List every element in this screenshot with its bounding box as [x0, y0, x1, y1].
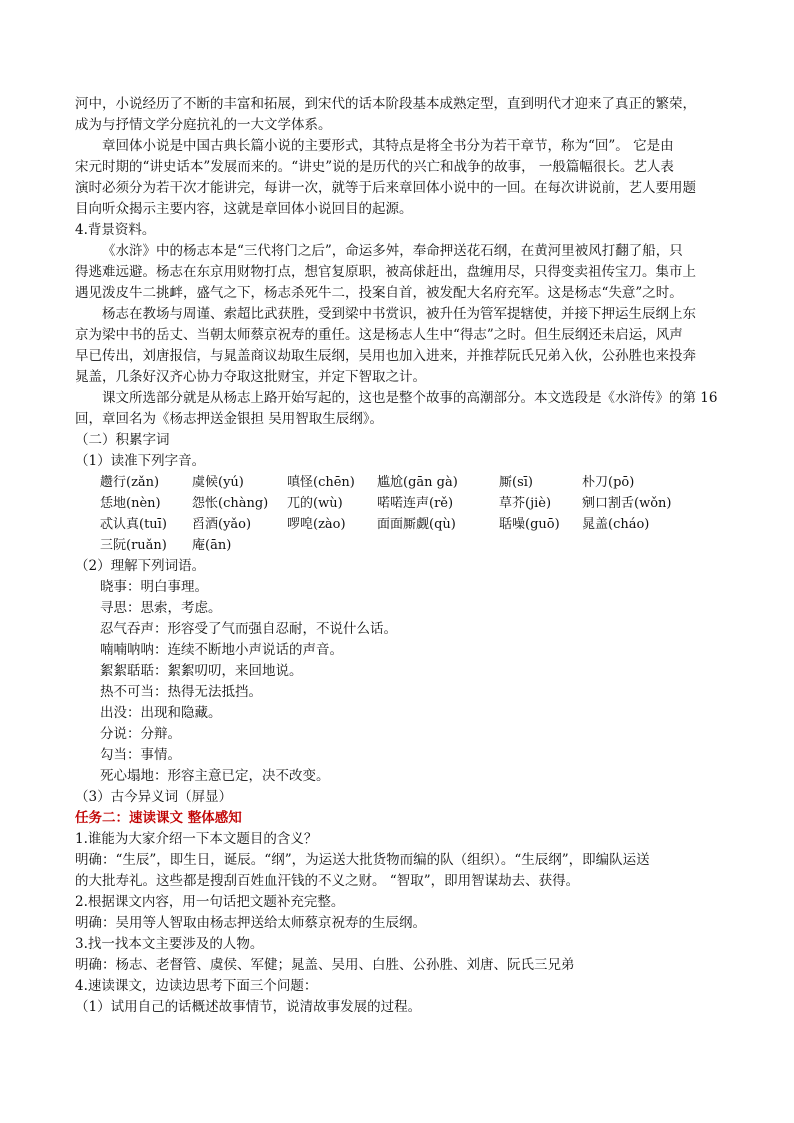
word-definition: 勾当：事情。	[100, 747, 181, 763]
word-definition: 絮絮聒聒：絮絮叨叨，来回地说。	[100, 663, 303, 679]
paragraph-line: 得逃难远避。杨志在东京用财物打点，想官复原职，被高俅赶出，盘缠用尽，只得变卖祖传宝刀。集市上	[75, 264, 696, 280]
vocab-item: 庵(ān)	[192, 538, 232, 553]
vocab-item: 趱行(zǎn)	[100, 475, 160, 490]
question-heading: （1）读准下列字音。	[75, 453, 206, 469]
vocab-item: 忒认真(tuī)	[100, 517, 167, 532]
question: 1.谁能为大家介绍一下本文题目的含义？	[75, 831, 318, 847]
vocab-row	[75, 535, 725, 556]
vocab-item: 面面厮觑(qù)	[377, 517, 456, 532]
paragraph-line: 河中，小说经历了不断的丰富和拓展，到宋代的话本阶段基本成熟定型，直到明代才迎来了真正的繁荣，	[75, 96, 696, 112]
question-heading: （2）理解下列词语。	[75, 558, 206, 574]
section-heading: 4.背景资料。	[75, 222, 156, 238]
paragraph-line: 成为与抒情文学分庭抗礼的一大文学体系。	[75, 117, 332, 133]
answer-line: 的大批寿礼。这些都是搜刮百姓血汗钱的不义之财。 “智取”，即用智谋劫去、获得。	[75, 873, 580, 889]
paragraph-line: 晁盖，几条好汉齐心协力夺取这批财宝，并定下智取之计。	[75, 369, 426, 385]
word-definition: 寻思：思索，考虑。	[100, 600, 222, 616]
word-definition: 忍气吞声：形容受了气而强自忍耐，不说什么话。	[100, 621, 397, 637]
section-heading: （二）积累字词	[75, 432, 170, 448]
vocab-row	[75, 514, 725, 535]
vocab-item: 兀的(wù)	[287, 496, 343, 511]
paragraph-line: 杨志在教场与周谨、索超比武获胜，受到梁中书赏识，被升任为管军提辖使，并接下押运生辰纲上东	[102, 306, 696, 322]
question: 2.根据课文内容，用一句话把文题补充完整。	[75, 894, 345, 910]
vocab-item: 尴尬(gān gà)	[377, 475, 458, 490]
word-definition: 分说：分辩。	[100, 726, 181, 742]
vocab-item: 恁地(nèn)	[100, 496, 161, 511]
paragraph-line: 宋元时期的“讲史话本”发展而来的。“讲史”说的是历代的兴亡和战争的故事， 一般篇幅很长。艺人表	[75, 159, 674, 175]
vocab-item: 厮(sī)	[499, 475, 533, 490]
vocab-row	[75, 493, 725, 514]
answer-line: 明确：吴用等人智取由杨志押送给太师蔡京祝寿的生辰纲。	[75, 915, 426, 931]
vocab-item: 舀酒(yǎo)	[192, 517, 252, 532]
vocab-item: 虞候(yú)	[192, 475, 244, 490]
paragraph-line: 课文所选部分就是从杨志上路开始写起的，这也是整个故事的高潮部分。本文选段是《水浒传》的第 16	[102, 390, 718, 406]
paragraph-line: 《水浒》中的杨志本是“三代将门之后”，命运多舛，奉命押送花石纲，在黄河里被风打翻了船，只	[102, 243, 683, 259]
word-definition: 热不可当：热得无法抵挡。	[100, 684, 262, 700]
vocab-item: 嗔怪(chēn)	[287, 475, 355, 490]
task-heading: 任务二：速读课文 整体感知	[75, 810, 242, 826]
vocab-item: 朴刀(pō)	[582, 475, 635, 490]
paragraph-line: 早已传出，刘唐报信，与晁盖商议劫取生辰纲，吴用也加入进来，并推荐阮氏兄弟入伙，公孙胜也来投奔	[75, 348, 696, 364]
paragraph-line: 演时必须分为若干次才能讲完，每讲一次，就等于后来章回体小说中的一回。在每次讲说前，艺人要用题	[75, 180, 696, 196]
answer-line: 明确：“生辰”，即生日，诞辰。“纲”，为运送大批货物而编的队（组织）。“生辰纲”，即编队运送	[75, 852, 650, 868]
word-definition: 出没：出现和隐藏。	[100, 705, 222, 721]
vocab-item: 三阮(ruǎn)	[100, 538, 167, 553]
word-definition: 晓事：明白事理。	[100, 579, 208, 595]
paragraph-line: 回，章回名为《杨志押送金银担 吴用智取生辰纲》。	[75, 411, 384, 427]
vocab-item: 剜口割舌(wǒn)	[582, 496, 672, 511]
vocab-item: 聒噪(guō)	[499, 517, 560, 532]
question-heading: （3）古今异义词（屏显）	[75, 789, 233, 805]
vocab-item: 晁盖(cháo)	[582, 517, 650, 532]
word-definition: 喃喃呐呐：连续不断地小声说话的声音。	[100, 642, 343, 658]
paragraph-line: 章回体小说是中国古典长篇小说的主要形式，其特点是将全书分为若干章节，称为“回”。 它是由	[102, 138, 674, 154]
paragraph-line: 京为梁中书的岳丈、当朝太师蔡京祝寿的重任。这是杨志人生中“得志”之时。但生辰纲还未启运，风声	[75, 327, 683, 343]
paragraph-line: 遇见泼皮牛二挑衅，盛气之下，杨志杀死牛二，投案自首，被发配大名府充军。这是杨志“失意”之时。	[75, 285, 683, 301]
vocab-item: 草芥(jiè)	[499, 496, 552, 511]
question: 4.速读课文，边读边思考下面三个问题：	[75, 978, 318, 994]
vocab-item: 啰唣(zào)	[287, 517, 346, 532]
vocab-item: 怨怅(chàng)	[192, 496, 269, 511]
paragraph-line: 目向听众揭示主要内容，这就是章回体小说回目的起源。	[75, 201, 413, 217]
word-definition: 死心塌地：形容主意已定，决不改变。	[100, 768, 330, 784]
question: 3.找一找本文主要涉及的人物。	[75, 936, 264, 952]
vocab-item: 喏喏连声(rě)	[377, 496, 454, 511]
answer-line: 明确：杨志、老督管、虞侯、军健；晁盖、吴用、白胜、公孙胜、刘唐、阮氏三兄弟	[75, 957, 575, 973]
sub-question: （1）试用自己的话概述故事情节，说清故事发展的过程。	[75, 999, 422, 1015]
vocab-row	[75, 472, 725, 493]
document-page	[75, 94, 725, 1018]
